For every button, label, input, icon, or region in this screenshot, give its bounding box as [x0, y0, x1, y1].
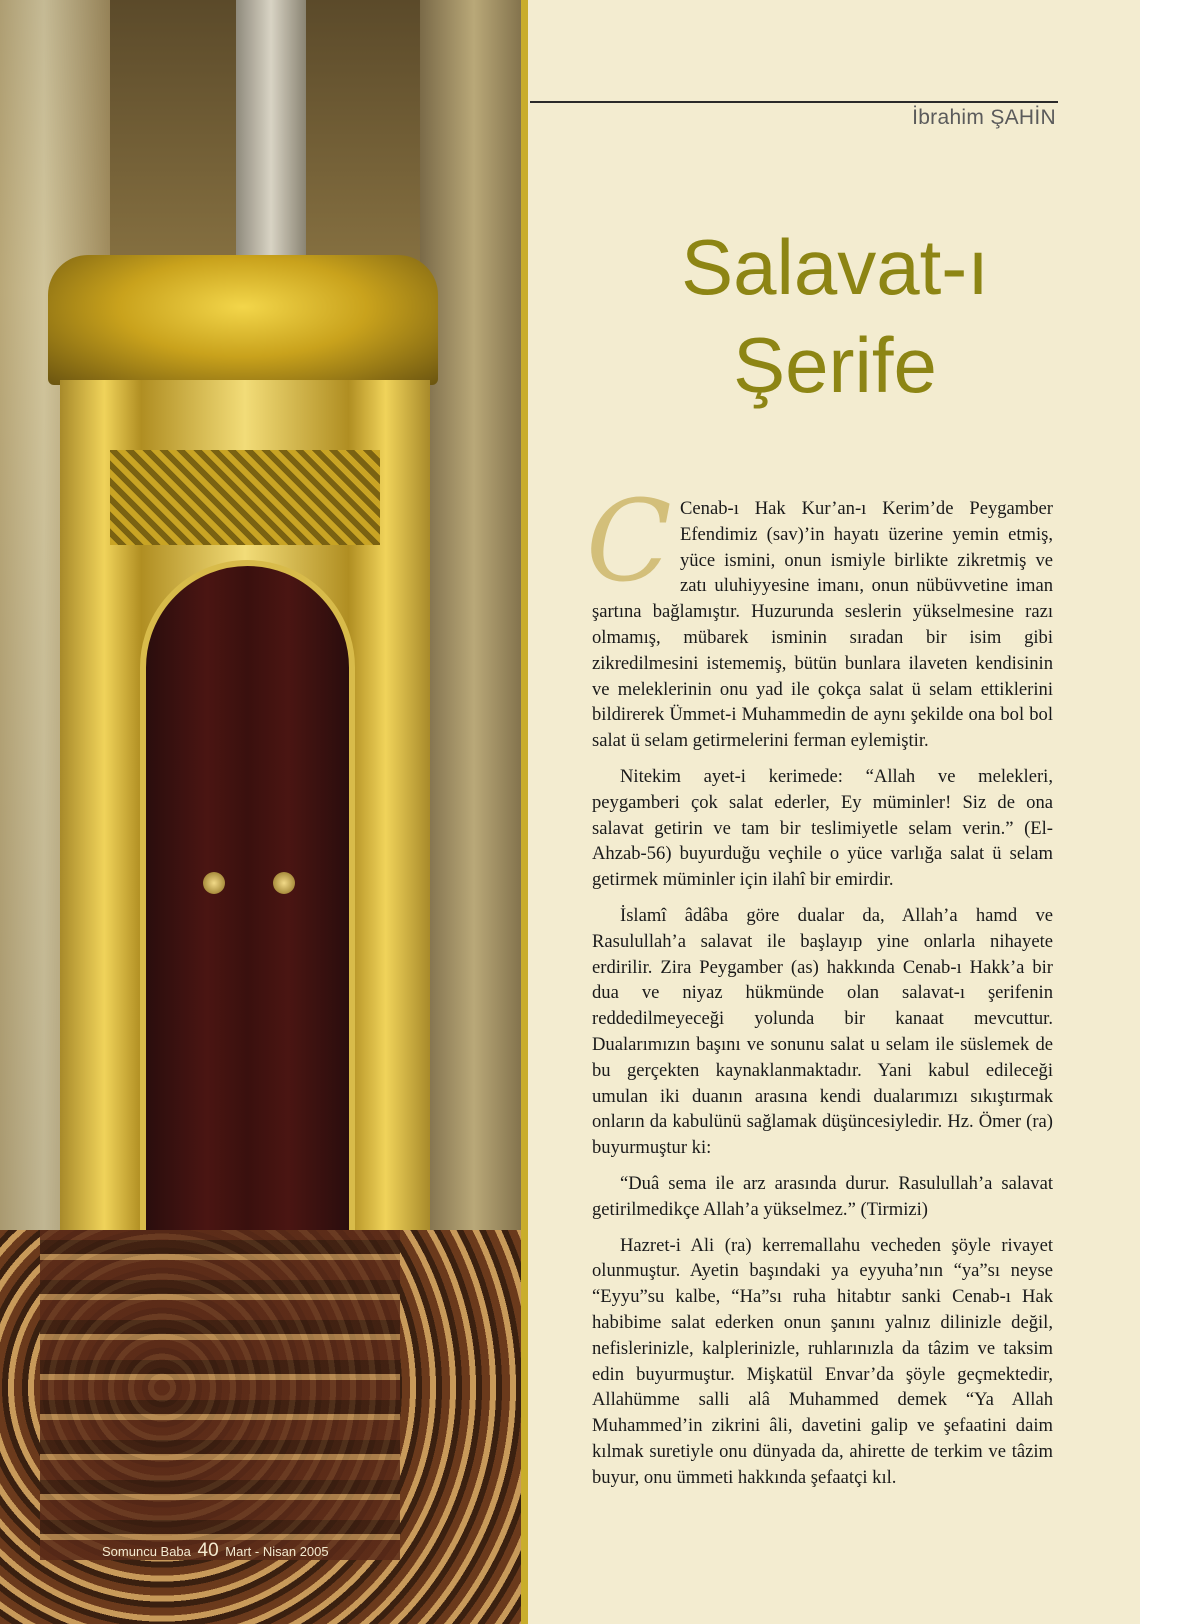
photo-minbar-door [140, 560, 355, 1260]
author-name: İbrahim ŞAHİN [912, 106, 1056, 129]
quote-paragraph: “Duâ sema ile arz arasında durur. Rasulullah’a salavat getirilmedikçe Allah’a yükselmez.” (Tirmizi) [592, 1172, 1053, 1220]
mosque-minbar-photo [0, 0, 540, 1624]
article-title [530, 218, 1140, 414]
footer-magazine: Somuncu Baba [102, 1544, 191, 1559]
photo-pillar [236, 0, 306, 280]
photo-minbar-crown [48, 255, 438, 385]
paragraph [586, 477, 1053, 754]
paragraph-text: Cenab-ı Hak Kur’an-ı Kerim’de Peygamber Efendimiz (sav)’in hayatı üzerine yemin etmiş, yüce ismini, onun ismiyle birlikte zikretmiş ve zatı uluhiyyesine imanı, onun nübüvvetine iman şartına bağlamıştır. Huzurunda seslerin yükselmesine razı olmamış, mübarek isminin sıradan bir isim gibi zikredilmesini istememiş, bütün bunlara ilaveten kendisinin ve meleklerinin onu yad ile çokça salat ü selam ettiklerini bildirerek Ümmet-i Muhammedin de aynı şekilde ona bol bol salat ü selam getirmelerini ferman eylemiştir. [592, 498, 1053, 752]
photo-ornament-panel [110, 450, 380, 545]
page-footer [102, 1540, 329, 1562]
gold-divider [521, 0, 528, 1624]
paragraph: Hazret-i Ali (ra) kerremallahu vecheden şöyle rivayet olunmuştur. Ayetin başındaki ya eyyuha’nın “ya”sı neyse “Eyyu”su kalbe, “Ha”sı ruha hitabtır sanki Cenab-ı Hak habibime salat ederken onun şanını yalnız dilinizle değil, nefislerinizle, kalplerinizle, ruhlarınızla da tâzim ve taksim edin buyurmuştur. Mişkatül Envar’da şöyle geçmektedir, Allahümme salli alâ Muhammed demek “Ya Allah Muhammed’in zikrini âli, davetini galip ve şefaatini daim kılmak suretiyle onu dünyada da, ahirette de terkim ve tâzim buyur, onu ümmeti hakkında şefaatçi kıl. [592, 1234, 1053, 1488]
paragraph: Nitekim ayet-i kerimede: “Allah ve melekleri, peygamberi çok salat ederler, Ey müminler! Siz de ona salavat getirin ve tam bir teslimiyetle selam verin.” (El-Ahzab-56) buyurduğu veçhile o yüce varlığa salat ü selam getirmek müminler için ilahî bir emirdir. [592, 765, 1053, 891]
footer-page-number: 40 [197, 1540, 219, 1561]
photo-door-knob [203, 872, 225, 894]
page-edge [1140, 0, 1200, 1624]
photo-stairs [40, 1230, 400, 1560]
title-line-2: Şerife [733, 321, 937, 409]
title-line-1: Salavat-ı [681, 223, 989, 311]
dropcap-letter: C [586, 477, 672, 607]
paragraph: İslamî âdâba göre dualar da, Allah’a hamd ve Rasulullah’a salavat ile başlayıp yine onlarla nihayete erdirilir. Zira Peygamber (as) hakkında Cenab-ı Hakk’a bir dua ve niyaz hükmünde olan salavat-ı şerifenin reddedilmeyeceği yolunda bir kanaat mevcuttur. Dualarımızın başını ve sonunu salat u selam ile süslemek de bu gerçekten kaynaklanmaktadır. Yani kabul edileceği umulan iki duanın arasına kendi dualarımızı sıkıştırmak onların da kabulünü sağlamak düşüncesiyledir. Hz. Ömer (ra) buyurmuştur ki: [592, 904, 1053, 1159]
header-rule [530, 101, 1058, 103]
article-body [586, 477, 1053, 1500]
footer-issue: Mart - Nisan 2005 [225, 1544, 329, 1559]
photo-door-knob [273, 872, 295, 894]
